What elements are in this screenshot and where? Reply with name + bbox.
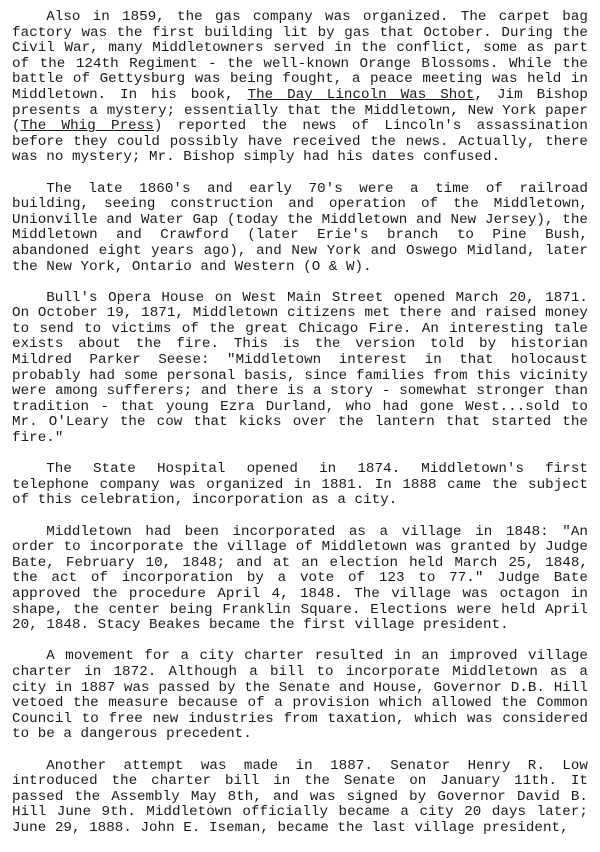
text-line: Middletown had been incorporated as a village in 1848: "An xyxy=(46,523,588,540)
text-line: building, seeing construction and operation of the Middletown, xyxy=(12,196,588,213)
text-line: were among sufferers; and there is a story - somewhat stronger than xyxy=(12,383,588,400)
text-line: shape, the center being Franklin Square. Elections were held April xyxy=(12,601,588,618)
text-line: introduced the charter bill in the Senate on January 11th. It xyxy=(12,773,588,790)
text-line: fire." xyxy=(12,430,64,447)
text-line: telephone company was organized in 1881. In 1888 came the subject xyxy=(12,476,588,493)
underlined-title: The Day Lincoln Was Shot xyxy=(247,86,475,103)
text-line: presents a mystery; essentially that the Middletown, New York paper xyxy=(12,102,588,119)
paragraph xyxy=(12,10,588,166)
text-line: Mr. O'Leary the cow that kicks over the lantern that started the xyxy=(12,414,588,431)
text-line: before they could possibly have received the news. Actually, there xyxy=(12,133,588,150)
text-line: Another attempt was made in 1887. Senator Henry R. Low xyxy=(46,757,588,774)
text-line: vetoed the measure because of a provision which allowed the Common xyxy=(12,695,588,712)
underlined-title: The Whig Press xyxy=(20,118,154,135)
paragraph xyxy=(12,462,588,509)
text-line: was no mystery; Mr. Bishop simply had his dates confused. xyxy=(12,149,501,166)
text-line: charter in 1872. Although a bill to incorporate Middletown as a xyxy=(12,663,588,680)
text-line: abandoned eight years ago), and New York and Oswego Midland, later xyxy=(12,242,588,259)
text-line: Civil War, many Middletowners served in the conflict, some as part xyxy=(12,40,588,57)
text-line: Middletown. In his book, The Day Lincoln Was Shot, Jim Bishop xyxy=(12,86,588,103)
text-line: exists about the fire. This is the version told by historian xyxy=(12,336,588,353)
text-line: factory was the first building lit by gas that October. During the xyxy=(12,24,588,41)
text-line: to be a dangerous precedent. xyxy=(12,726,252,743)
text-line: of this celebration, incorporation as a city. xyxy=(12,492,398,509)
text-line: Bull's Opera House on West Main Street opened March 20, 1871. xyxy=(46,289,588,306)
text-line: Hill June 9th. Middletown officially became a city 20 days later; xyxy=(12,804,588,821)
text-line: Unionville and Water Gap (today the Middletown and New Jersey), the xyxy=(12,211,588,228)
text-line: 20, 1848. Stacy Beakes became the first village president. xyxy=(12,617,509,634)
paragraph xyxy=(12,291,588,447)
text-line: (The Whig Press) reported the news of Lincoln's assassination xyxy=(12,118,588,135)
text-line: tradition - that young Ezra Durland, who had gone West...sold to xyxy=(12,398,588,415)
text-line: the New York, Ontario and Western (O & W). xyxy=(12,258,372,275)
text-line: the act of incorporation by a vote of 123 to 77." Judge Bate xyxy=(12,570,588,587)
text-line: Bate, February 10, 1848; and at an election held March 25, 1848, xyxy=(12,554,588,571)
text-line: The State Hospital opened in 1874. Middletown's first xyxy=(46,461,588,478)
text-line: city in 1887 was passed by the Senate and House, Governor D.B. Hill xyxy=(12,679,588,696)
text-line: Middletown and Crawford (later Erie's branch to Pine Bush, xyxy=(12,227,588,244)
text-line: Council to free new industries from taxation, which was considered xyxy=(12,710,588,727)
text-line: A movement for a city charter resulted in an improved village xyxy=(46,648,588,665)
paragraph xyxy=(12,182,588,276)
text-line: The late 1860's and early 70's were a time of railroad xyxy=(46,180,588,197)
paragraph xyxy=(12,649,588,743)
text-line: June 29, 1888. John E. Iseman, became the last village president, xyxy=(12,819,569,836)
document-page xyxy=(12,10,588,852)
text-line: approved the procedure April 4, 1848. The village was octagon in xyxy=(12,585,588,602)
text-line: Also in 1859, the gas company was organized. The carpet bag xyxy=(46,9,588,25)
text-line: probably had some personal basis, since families from this vicinity xyxy=(12,367,588,384)
text-line: of the 124th Regiment - the well-known Orange Blossoms. While the xyxy=(12,55,588,72)
text-line: battle of Gettysburg was being fought, a peace meeting was held in xyxy=(12,71,588,88)
text-line: On October 19, 1871, Middletown citizens met there and raised money xyxy=(12,305,588,322)
text-line: Mildred Parker Seese: "Middletown interest in that holocaust xyxy=(12,352,588,369)
text-line: passed the Assembly May 8th, and was signed by Governor David B. xyxy=(12,788,588,805)
paragraph xyxy=(12,759,588,837)
paragraph xyxy=(12,525,588,634)
text-line: order to incorporate the village of Middletown was granted by Judge xyxy=(12,539,588,556)
text-line: to send to victims of the great Chicago Fire. An interesting tale xyxy=(12,320,588,337)
